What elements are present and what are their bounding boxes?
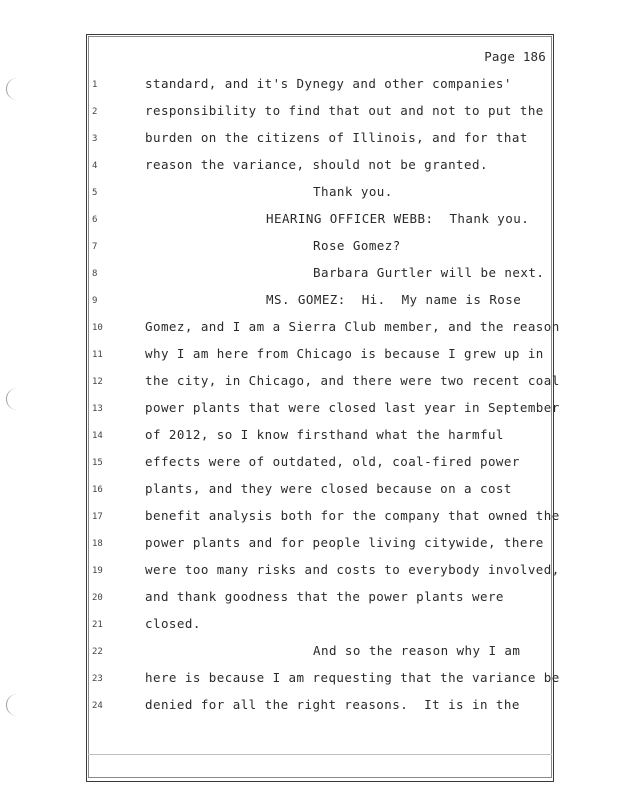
- line-text: why I am here from Chicago is because I grew up in: [145, 346, 544, 361]
- line-number: 14: [92, 431, 103, 441]
- line-number: 1: [92, 80, 98, 90]
- line-text: burden on the citizens of Illinois, and for that: [145, 130, 528, 145]
- line-number: 8: [92, 269, 98, 279]
- line-text: Gomez, and I am a Sierra Club member, and the reason: [145, 319, 560, 334]
- line-number: 12: [92, 377, 103, 387]
- line-text: and thank goodness that the power plants were: [145, 589, 504, 604]
- line-text: were too many risks and costs to everybody involved,: [145, 562, 560, 577]
- bottom-rule: [88, 754, 552, 755]
- line-number: 10: [92, 323, 103, 333]
- line-text: effects were of outdated, old, coal-fired power: [145, 454, 520, 469]
- line-text: benefit analysis both for the company that owned the: [145, 508, 560, 523]
- line-number: 16: [92, 485, 103, 495]
- line-number: 23: [92, 674, 103, 684]
- line-number: 18: [92, 539, 103, 549]
- line-text: MS. GOMEZ: Hi. My name is Rose: [266, 292, 522, 307]
- line-number: 22: [92, 647, 103, 657]
- punch-hole-top: [6, 78, 21, 100]
- line-number: 9: [92, 296, 98, 306]
- punch-hole-bottom: [6, 694, 21, 716]
- line-number: 19: [92, 566, 103, 576]
- line-text: here is because I am requesting that the variance be: [145, 670, 560, 685]
- line-text: standard, and it's Dynegy and other companies': [145, 76, 512, 91]
- line-text: responsibility to find that out and not to put the: [145, 103, 544, 118]
- punch-hole-middle: [6, 388, 21, 410]
- line-text: Rose Gomez?: [313, 238, 401, 253]
- line-text: power plants that were closed last year in September: [145, 400, 560, 415]
- line-text: HEARING OFFICER WEBB: Thank you.: [266, 211, 530, 226]
- line-number: 7: [92, 242, 98, 252]
- line-number: 3: [92, 134, 98, 144]
- line-text: closed.: [145, 616, 201, 631]
- line-number: 4: [92, 161, 98, 171]
- line-text: Barbara Gurtler will be next.: [313, 265, 545, 280]
- line-number: 17: [92, 512, 103, 522]
- line-number: 6: [92, 215, 98, 225]
- line-number: 15: [92, 458, 103, 468]
- line-number: 5: [92, 188, 98, 198]
- line-text: power plants and for people living citywide, there: [145, 535, 544, 550]
- line-text: Thank you.: [313, 184, 393, 199]
- line-text: the city, in Chicago, and there were two recent coal: [145, 373, 560, 388]
- line-text: And so the reason why I am: [313, 643, 521, 658]
- line-text: plants, and they were closed because on a cost: [145, 481, 512, 496]
- line-number: 21: [92, 620, 103, 630]
- line-text: reason the variance, should not be granted.: [145, 157, 488, 172]
- line-number: 11: [92, 350, 103, 360]
- line-number: 20: [92, 593, 103, 603]
- line-number: 2: [92, 107, 98, 117]
- line-text: of 2012, so I know firsthand what the harmful: [145, 427, 504, 442]
- line-text: denied for all the right reasons. It is in the: [145, 697, 520, 712]
- line-number: 13: [92, 404, 103, 414]
- line-number: 24: [92, 701, 103, 711]
- page-number: Page 186: [484, 49, 546, 64]
